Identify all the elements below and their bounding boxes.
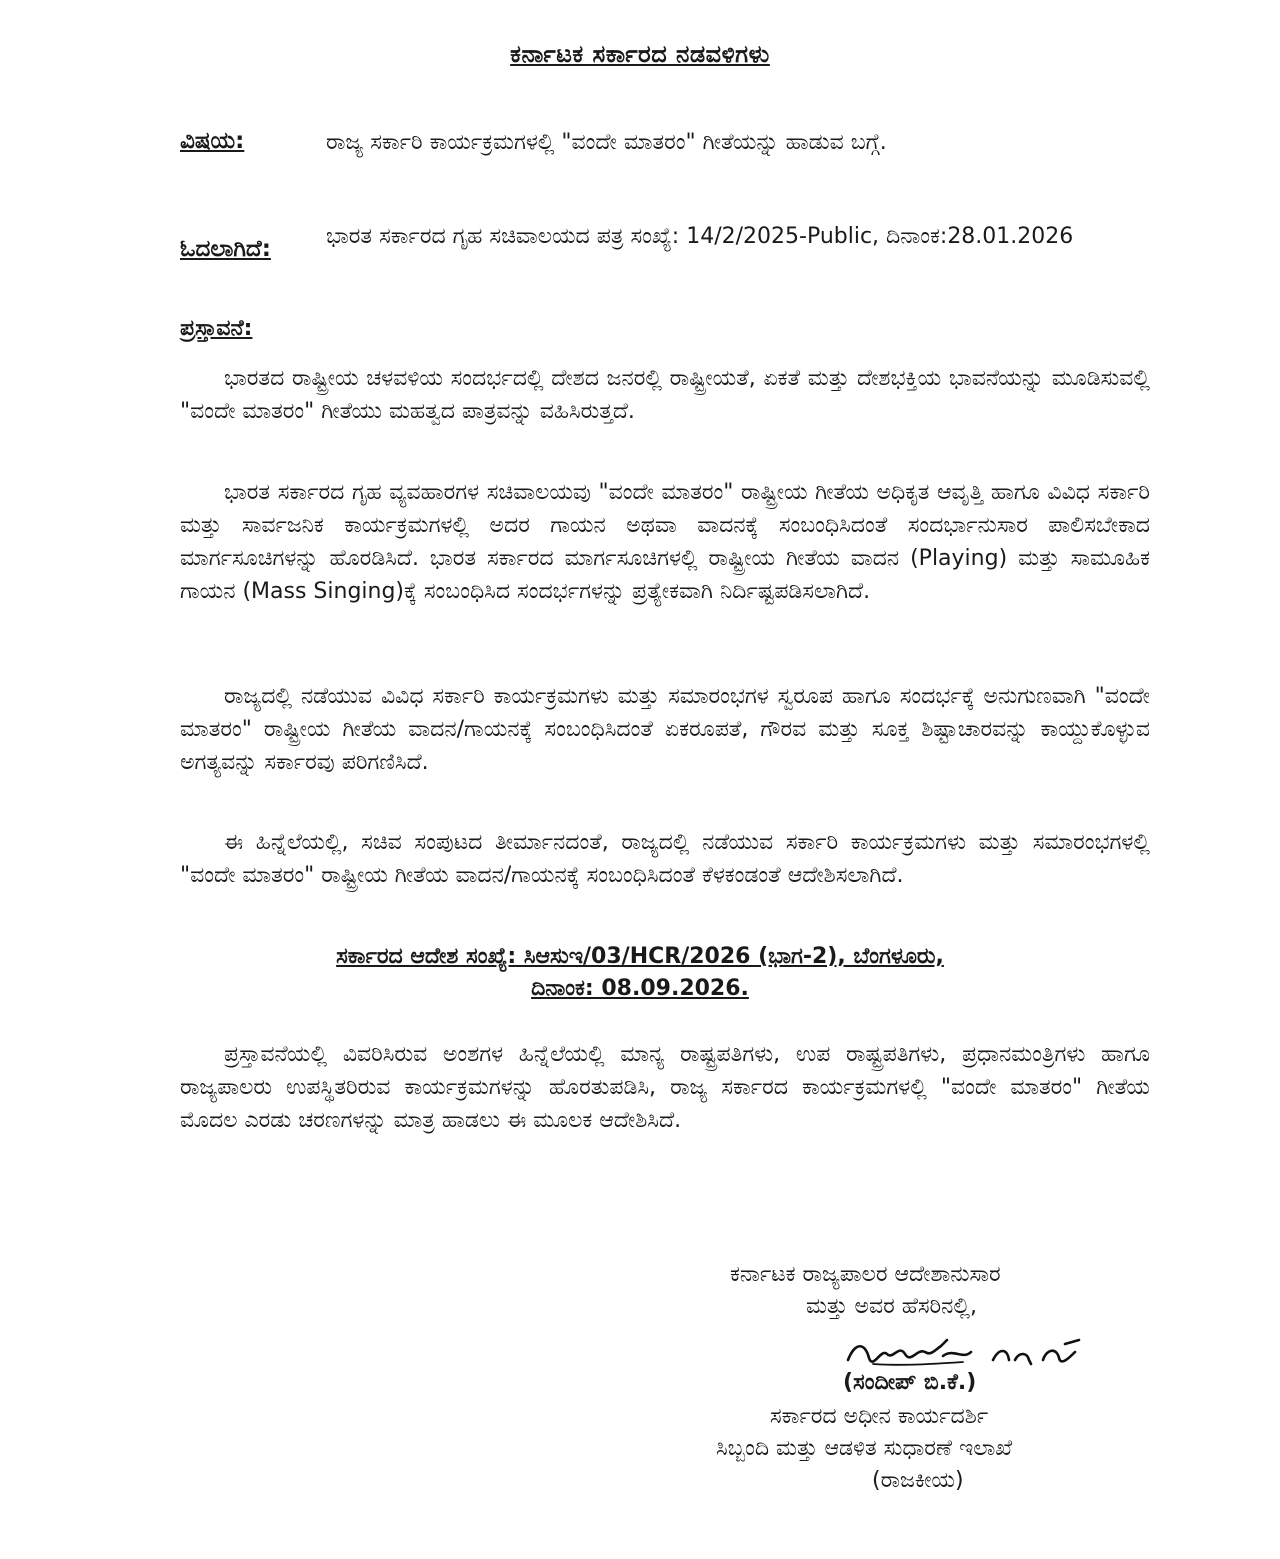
order-date-line: ದಿನಾಂಕ: 08.09.2026. <box>531 976 749 1001</box>
reference-label: ಓದಲಾಗಿದೆ: <box>180 236 271 262</box>
subject-text: ರಾಜ್ಯ ಸರ್ಕಾರಿ ಕಾರ್ಯಕ್ರಮಗಳಲ್ಲಿ "ವಂದೇ ಮಾತರಂ" ಗೀತೆಯನ್ನು ಹಾಡುವ ಬಗ್ಗೆ. <box>326 130 887 155</box>
signer-designation: ಸರ್ಕಾರದ ಅಧೀನ ಕಾರ್ಯದರ್ಶಿ <box>770 1404 989 1429</box>
order-paragraph: ಪ್ರಸ್ತಾವನೆಯಲ್ಲಿ ವಿವರಿಸಿರುವ ಅಂಶಗಳ ಹಿನ್ನೆಲೆಯಲ್ಲಿ ಮಾನ್ಯ ರಾಷ್ಟ್ರಪತಿಗಳು, ಉಪ ರಾಷ್ಟ್ರಪತಿಗಳು, ಪ್ರಧಾನಮಂತ್ರಿಗಳು ಹಾಗೂ ರಾಜ್ಯಪಾಲರು ಉಪಸ್ಥಿತರಿರುವ ಕಾರ್ಯಕ್ರಮಗಳನ್ನು ಹೊರತುಪಡಿಸಿ, ರಾಜ್ಯ ಸರ್ಕಾರದ ಕಾರ್ಯಕ್ರಮಗಳಲ್ಲಿ "ವಂದೇ ಮಾತರಂ" ಗೀತೆಯ ಮೊದಲ ಎರಡು ಚರಣಗಳನ್ನು ಮಾತ್ರ ಹಾಡಲು ಈ ಮೂಲಕ ಆದೇಶಿಸಿದೆ. <box>180 1042 1150 1133</box>
preamble-heading: ಪ್ರಸ್ತಾವನೆ: <box>180 316 253 341</box>
document-title: ಕರ್ನಾಟಕ ಸರ್ಕಾರದ ನಡವಳಿಗಳು <box>510 40 770 68</box>
subject-label: ವಿಷಯ: <box>180 128 245 154</box>
signer-section: (ರಾಜಕೀಯ) <box>872 1468 964 1493</box>
authority-line-1: ಕರ್ನಾಟಕ ರಾಜ್ಯಪಾಲರ ಆದೇಶಾನುಸಾರ <box>730 1262 1001 1287</box>
order-number-line: ಸರ್ಕಾರದ ಆದೇಶ ಸಂಖ್ಯೆ: ಸಿಆಸುಇ/03/HCR/2026 (ಭಾಗ-2), ಬೆಂಗಳೂರು, <box>336 944 944 969</box>
reference-text: ಭಾರತ ಸರ್ಕಾರದ ಗೃಹ ಸಚಿವಾಲಯದ ಪತ್ರ ಸಂಖ್ಯೆ: 14/2/2025-Public, ದಿನಾಂಕ:28.01.2026 <box>326 224 1074 249</box>
preamble-paragraph-3: ರಾಜ್ಯದಲ್ಲಿ ನಡೆಯುವ ವಿವಿಧ ಸರ್ಕಾರಿ ಕಾರ್ಯಕ್ರಮಗಳು ಮತ್ತು ಸಮಾರಂಭಗಳ ಸ್ವರೂಪ ಹಾಗೂ ಸಂದರ್ಭಕ್ಕೆ ಅನುಗುಣವಾಗಿ "ವಂದೇ ಮಾತರಂ" ರಾಷ್ಟ್ರೀಯ ಗೀತೆಯ ವಾದನ/ಗಾಯನಕ್ಕೆ ಸಂಬಂಧಿಸಿದಂತೆ ಏಕರೂಪತೆ, ಗೌರವ ಮತ್ತು ಸೂಕ್ತ ಶಿಷ್ಟಾಚಾರವನ್ನು ಕಾಯ್ದುಕೊಳ್ಳುವ ಅಗತ್ಯವನ್ನು ಸರ್ಕಾರವು ಪರಿಗಣಿಸಿದೆ. <box>180 684 1150 775</box>
preamble-paragraph-1: ಭಾರತದ ರಾಷ್ಟ್ರೀಯ ಚಳವಳಿಯ ಸಂದರ್ಭದಲ್ಲಿ ದೇಶದ ಜನರಲ್ಲಿ ರಾಷ್ಟ್ರೀಯತೆ, ಏಕತೆ ಮತ್ತು ದೇಶಭಕ್ತಿಯ ಭಾವನೆಯನ್ನು ಮೂಡಿಸುವಲ್ಲಿ "ವಂದೇ ಮಾತರಂ" ಗೀತೆಯು ಮಹತ್ವದ ಪಾತ್ರವನ್ನು ವಹಿಸಿರುತ್ತದೆ. <box>180 366 1150 424</box>
preamble-paragraph-2: ಭಾರತ ಸರ್ಕಾರದ ಗೃಹ ವ್ಯವಹಾರಗಳ ಸಚಿವಾಲಯವು "ವಂದೇ ಮಾತರಂ" ರಾಷ್ಟ್ರೀಯ ಗೀತೆಯ ಅಧಿಕೃತ ಆವೃತ್ತಿ ಹಾಗೂ ವಿವಿಧ ಸರ್ಕಾರಿ ಮತ್ತು ಸಾರ್ವಜನಿಕ ಕಾರ್ಯಕ್ರಮಗಳಲ್ಲಿ ಅದರ ಗಾಯನ ಅಥವಾ ವಾದನಕ್ಕೆ ಸಂಬಂಧಿಸಿದಂತೆ ಸಂದರ್ಭಾನುಸಾರ ಪಾಲಿಸಬೇಕಾದ ಮಾರ್ಗಸೂಚಿಗಳನ್ನು ಹೊರಡಿಸಿದೆ. ಭಾರತ ಸರ್ಕಾರದ ಮಾರ್ಗಸೂಚಿಗಳಲ್ಲಿ ರಾಷ್ಟ್ರೀಯ ಗೀತೆಯ ವಾದನ (Playing) ಮತ್ತು ಸಾಮೂಹಿಕ ಗಾಯನ (Mass Singing)ಕ್ಕೆ ಸಂಬಂಧಿಸಿದ ಸಂದರ್ಭಗಳನ್ನು ಪ್ರತ್ಯೇಕವಾಗಿ ನಿರ್ದಿಷ್ಟಪಡಿಸಲಾಗಿದೆ. <box>180 480 1150 604</box>
handwritten-signature <box>843 1330 1093 1375</box>
authority-line-2: ಮತ್ತು ಅವರ ಹೆಸರಿನಲ್ಲಿ, <box>806 1294 977 1319</box>
preamble-paragraph-4: ಈ ಹಿನ್ನೆಲೆಯಲ್ಲಿ, ಸಚಿವ ಸಂಪುಟದ ತೀರ್ಮಾನದಂತೆ, ರಾಜ್ಯದಲ್ಲಿ ನಡೆಯುವ ಸರ್ಕಾರಿ ಕಾರ್ಯಕ್ರಮಗಳು ಮತ್ತು ಸಮಾರಂಭಗಳಲ್ಲಿ "ವಂದೇ ಮಾತರಂ" ರಾಷ್ಟ್ರೀಯ ಗೀತೆಯ ವಾದನ/ಗಾಯನಕ್ಕೆ ಸಂಬಂಧಿಸಿದಂತೆ ಕೆಳಕಂಡಂತೆ ಆದೇಶಿಸಲಾಗಿದೆ. <box>180 830 1150 888</box>
signer-name: (ಸಂದೀಪ್ ಬಿ.ಕೆ.) <box>843 1370 977 1395</box>
signer-department: ಸಿಬ್ಬಂದಿ ಮತ್ತು ಆಡಳಿತ ಸುಧಾರಣೆ ಇಲಾಖೆ <box>716 1436 1013 1461</box>
